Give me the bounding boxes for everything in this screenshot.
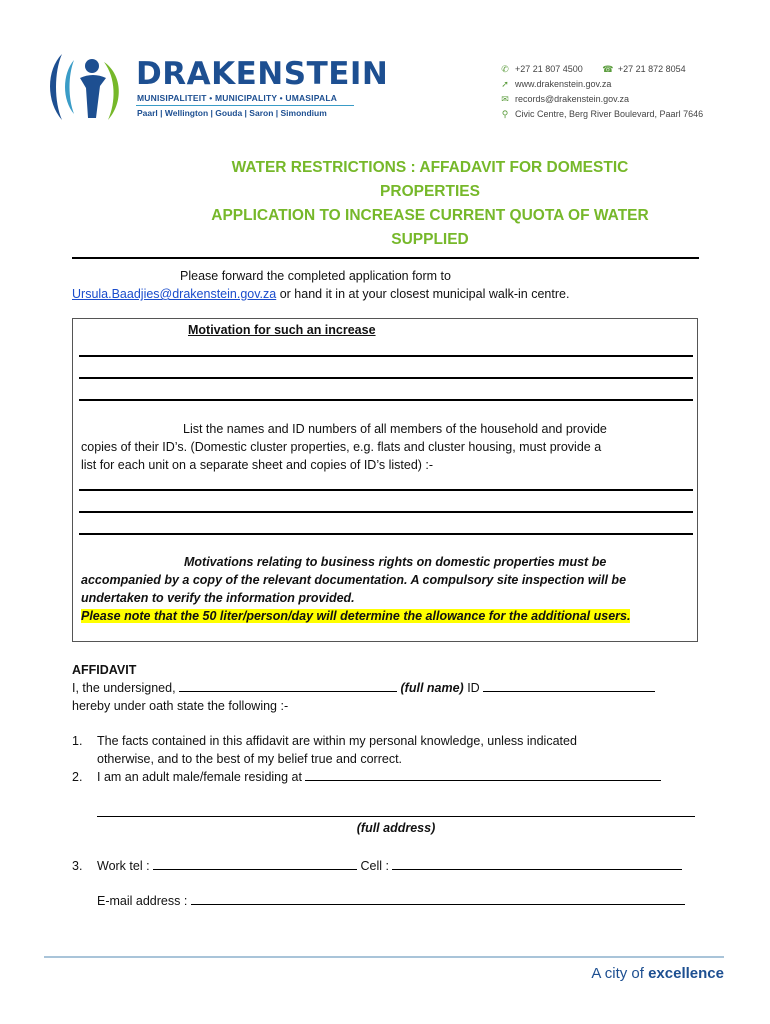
email-label: E-mail address :	[97, 894, 191, 908]
address-row	[500, 107, 703, 122]
web-address[interactable]: www.drakenstein.gov.za	[515, 79, 612, 89]
item-number: 3.	[72, 859, 83, 873]
item-1-line-1: The facts contained in this affidavit are within my personal knowledge, unless indicated	[97, 734, 577, 748]
item-1-line-2: otherwise, and to the best of my belief true and correct.	[97, 752, 403, 766]
household-line[interactable]	[79, 511, 693, 513]
drakenstein-emblem-icon	[44, 46, 132, 126]
logo-divider	[136, 105, 354, 106]
title-divider	[72, 257, 699, 259]
work-tel-label: Work tel :	[97, 859, 154, 873]
phone-row	[500, 62, 703, 77]
tagline-prefix: A city of	[591, 965, 649, 982]
motivation-line[interactable]	[79, 355, 693, 357]
address-field-line-1[interactable]	[305, 769, 661, 781]
org-name: DRAKENSTEIN	[136, 56, 389, 92]
cell-label: Cell :	[357, 859, 393, 873]
intro-line-2	[72, 285, 712, 303]
municipality-logo	[44, 46, 389, 126]
note-line: accompanied by a copy of the relevant documentation. A compulsory site inspection will be	[81, 573, 627, 587]
intro-line-1: Please forward the completed application form to	[180, 269, 451, 283]
phone-number: +27 21 807 4500	[515, 64, 583, 74]
contact-block	[500, 62, 703, 122]
email-field[interactable]	[191, 893, 685, 905]
business-rights-note	[81, 553, 693, 625]
title-line-1: WATER RESTRICTIONS : AFFADAVIT FOR DOMESTIC	[231, 159, 629, 176]
item-1-text	[97, 732, 697, 768]
org-subtitle: MUNISIPALITEIT • MUNICIPALITY • UMASIPALA	[137, 93, 338, 103]
web-icon: ➚	[501, 79, 509, 89]
allowance-note	[81, 607, 693, 625]
affidavit-section	[72, 661, 702, 715]
instruction-line: List the names and ID numbers of all members of the household and provide	[183, 422, 607, 436]
note-line: Motivations relating to business rights on domestic properties must be	[184, 555, 607, 569]
instruction-line: copies of their ID’s. (Domestic cluster properties, e.g. flats and cluster housing, must provide a	[81, 440, 602, 454]
household-instructions	[81, 420, 693, 474]
undersigned-label: I, the undersigned,	[72, 681, 180, 695]
motivation-box	[72, 318, 698, 642]
fax-icon: ☎	[602, 64, 614, 74]
residing-label: I am an adult male/female residing at	[97, 770, 306, 784]
instruction-line: list for each unit on a separate sheet and copies of ID’s listed) :-	[81, 458, 434, 472]
item-3-text	[97, 857, 697, 875]
title-line-4: SUPPLIED	[391, 231, 469, 248]
footer-divider	[44, 956, 724, 958]
full-name-label: (full name)	[400, 681, 464, 695]
location-icon: ⚲	[501, 109, 509, 119]
org-towns: Paarl | Wellington | Gouda | Saron | Simondium	[137, 108, 327, 118]
highlighted-allowance-text: Please note that the 50 liter/person/day will determine the allowance for the additional users.	[81, 609, 631, 623]
fax-number: +27 21 872 8054	[617, 64, 686, 74]
motivation-heading: Motivation for such an increase	[188, 323, 376, 337]
submission-email-link[interactable]: Ursula.Baadjies@drakenstein.gov.za	[72, 287, 277, 301]
full-name-field[interactable]	[179, 680, 397, 692]
item-2-text	[97, 768, 697, 786]
note-line: undertaken to verify the information provided.	[81, 591, 355, 605]
page-title	[150, 156, 710, 252]
footer-tagline	[591, 965, 724, 982]
mail-icon: ✉	[501, 94, 509, 104]
cell-field[interactable]	[392, 858, 682, 870]
motivation-line[interactable]	[79, 399, 693, 401]
household-line[interactable]	[79, 489, 693, 491]
item-number: 1.	[72, 734, 83, 748]
undersigned-row	[72, 679, 702, 697]
affidavit-heading: AFFIDAVIT	[72, 663, 137, 677]
phone-icon: ✆	[501, 64, 509, 74]
address-field-line-2[interactable]	[97, 816, 695, 817]
work-tel-field[interactable]	[153, 858, 357, 870]
id-number-field[interactable]	[483, 680, 655, 692]
full-address-label: (full address)	[356, 821, 436, 835]
title-line-3: APPLICATION TO INCREASE CURRENT QUOTA OF WATER	[211, 207, 649, 224]
intro-line-2-rest: or hand it in at your closest municipal walk-in centre.	[276, 287, 570, 301]
email-row	[500, 92, 703, 107]
street-address: Civic Centre, Berg River Boulevard, Paarl 7646	[515, 109, 704, 119]
web-row	[500, 77, 703, 92]
title-line-2: PROPERTIES	[380, 183, 480, 200]
intro-text	[72, 267, 712, 303]
oath-line: hereby under oath state the following :-	[72, 699, 289, 713]
motivation-line[interactable]	[79, 377, 693, 379]
email-address[interactable]: records@drakenstein.gov.za	[515, 94, 630, 104]
id-label: ID	[463, 681, 484, 695]
tagline-bold: excellence	[648, 965, 724, 982]
email-text	[97, 892, 697, 910]
household-line[interactable]	[79, 533, 693, 535]
item-number: 2.	[72, 770, 83, 784]
